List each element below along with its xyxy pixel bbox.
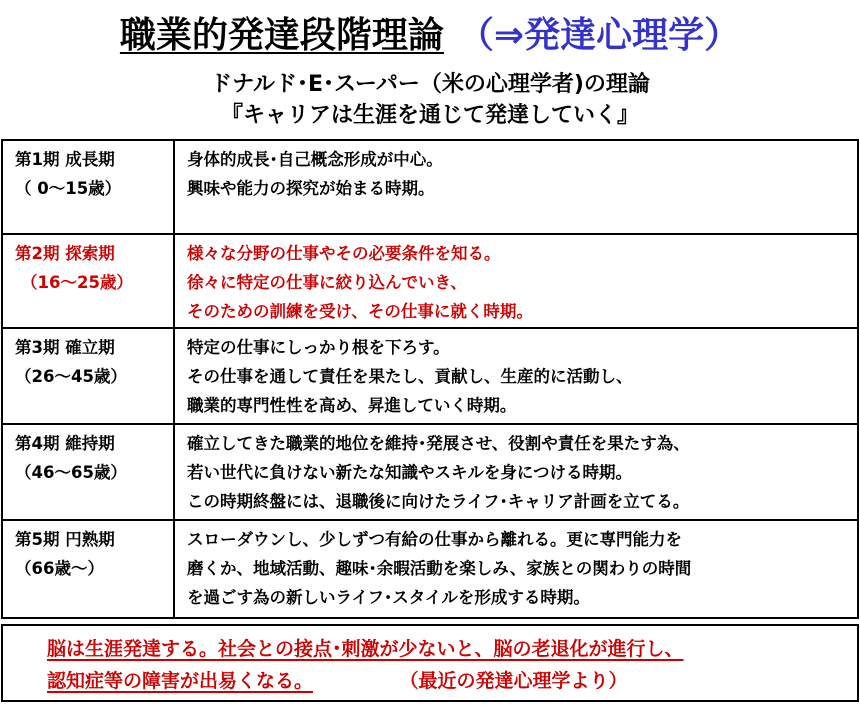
stage-name: 第2期 探索期 — [15, 244, 115, 263]
stage-age: （46～65歳） — [15, 463, 127, 482]
stage-description-line: 様々な分野の仕事やその必要条件を知る。 — [187, 244, 501, 263]
stage-description-line: 身体的成長･自己概念形成が中心。 — [187, 150, 443, 169]
subtitle-thesis: 『キャリアは生涯を通じて発達していく』 — [220, 103, 639, 128]
stage-description-cell — [174, 424, 858, 520]
stage-description-line: を過ごす為の新しいライフ･スタイルを形成する時期。 — [187, 588, 590, 607]
stage-period-cell — [2, 424, 174, 520]
stage-name: 第3期 確立期 — [15, 338, 115, 357]
table-row — [2, 328, 858, 424]
note-text: 認知症等の障害が出易くなる。 — [47, 670, 314, 692]
stage-description-cell — [174, 520, 858, 618]
note-line-2 — [47, 666, 628, 696]
stage-age: （16～25歳） — [21, 273, 133, 292]
stage-description-line: 若い世代に負けない新たな知識やスキルを身につける時期。 — [187, 463, 633, 482]
note-line-1 — [47, 634, 684, 664]
stage-age: （26～45歳） — [15, 367, 127, 386]
stage-age: （ 0～15歳） — [15, 179, 122, 198]
stage-description-cell — [174, 234, 858, 328]
stage-period-cell — [2, 234, 174, 328]
table-row — [2, 520, 858, 618]
stage-description-line: 確立してきた職業的地位を維持･発展させ、役割や責任を果たす為、 — [187, 434, 690, 453]
stage-description-line: スローダウンし、少しずつ有給の仕事から離れる。更に専門能力を — [187, 530, 682, 549]
page-title — [0, 8, 860, 64]
stage-description-cell — [174, 140, 858, 234]
note-box — [1, 624, 859, 702]
title-note: （⇒発達心理学） — [457, 15, 741, 56]
stage-description-line: 徐々に特定の仕事に絞り込んでいき、 — [187, 273, 467, 292]
title-main: 職業的発達段階理論 — [119, 15, 444, 56]
stage-period-cell — [2, 520, 174, 618]
stage-description-line: 興味や能力の探究が始まる時期。 — [187, 179, 435, 198]
stage-description-line: 職業的専門性性を高め、昇進していく時期。 — [187, 396, 517, 415]
note-text: 脳は生涯発達する。社会との接点･刺激が少ないと、脳の老退化が進行し、 — [47, 638, 684, 660]
stage-period-cell — [2, 328, 174, 424]
note-source: （最近の発達心理学より） — [409, 670, 628, 692]
stage-table — [1, 139, 859, 619]
table-row — [2, 234, 858, 328]
table-row — [2, 140, 858, 234]
stage-description-line: この時期終盤には、退職後に向けたライフ･キャリア計画を立てる。 — [187, 492, 690, 511]
stage-name: 第1期 成長期 — [15, 150, 115, 169]
stage-period-cell — [2, 140, 174, 234]
stage-description-cell — [174, 328, 858, 424]
subtitle-author: ドナルド･E･スーパー（米の心理学者)の理論 — [210, 72, 650, 97]
stage-age: （66歳～） — [15, 559, 104, 578]
stage-description-line: 磨くか、地域活動、趣味･余暇活動を楽しみ、家族との関わりの時間 — [187, 559, 692, 578]
stage-description-line: そのための訓練を受け、その仕事に就く時期。 — [187, 302, 533, 321]
stage-description-line: その仕事を通して責任を果たし、貢献し、生産的に活動し、 — [187, 367, 633, 386]
stage-name: 第4期 維持期 — [15, 434, 115, 453]
table-row — [2, 424, 858, 520]
stage-description-line: 特定の仕事にしっかり根を下ろす。 — [187, 338, 450, 357]
stage-name: 第5期 円熟期 — [15, 530, 115, 549]
